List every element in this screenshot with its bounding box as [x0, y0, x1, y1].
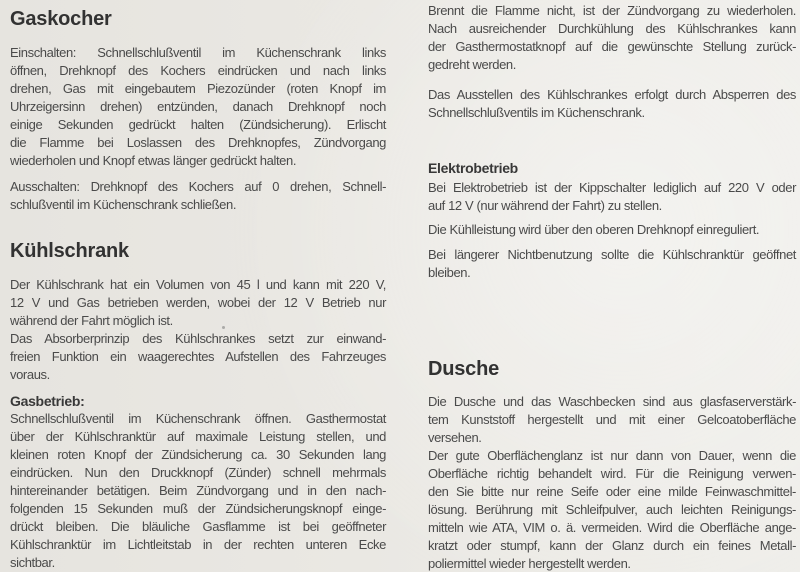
text-line: hintereinander betätigen. Beim Zündvorgang und in den nach- — [10, 483, 386, 498]
text-line: einige Sekunden gedrückt halten (Zündsicherung). Erlischt — [10, 117, 386, 132]
paragraph-ausstellen — [428, 86, 796, 122]
text-line: Kühlschranktür im Lichtleitstab in der rechten unteren Ecke — [10, 537, 386, 552]
text-line: den Sie bitte nur reine Seife oder eine milde Feinwaschmittel- — [428, 484, 796, 499]
paragraph-nichtbenutzung — [428, 246, 796, 282]
section-heading-gaskocher: Gaskocher — [10, 8, 112, 30]
text-line: gedreht werden. — [428, 57, 516, 72]
text-line: Die Kühlleistung wird über den oberen Drehknopf einreguliert. — [428, 222, 760, 237]
text-line: öffnen, Drehknopf des Kochers eindrücken und nach links — [10, 63, 386, 78]
text-line: der Gasthermostatknopf auf die gewünschte Stellung zurück- — [428, 39, 796, 54]
text-line: Ausschalten: Drehknopf des Kochers auf 0 drehen, Schnell- — [10, 179, 386, 194]
text-line: Der Kühlschrank hat ein Volumen von 45 l und kann mit 220 V, — [10, 277, 386, 292]
paragraph-einschalten — [10, 44, 386, 170]
text-line: Einschalten: Schnellschlußventil im Küchenschrank links — [10, 45, 386, 60]
text-line: freien Funktion ein waagerechtes Aufstellen des Fahrzeuges — [10, 349, 386, 364]
text-line: über der Kühlschranktür auf maximale Leistung stellen, und — [10, 429, 386, 444]
text-line: versehen. — [428, 430, 482, 445]
paragraph-dusche-pflege — [428, 447, 796, 572]
subheading-gasbetrieb: Gasbetrieb: — [10, 393, 85, 409]
text-line: Bei längerer Nichtbenutzung sollte die Kühlschranktür geöffnet — [428, 247, 796, 262]
text-line: Brennt die Flamme nicht, ist der Zündvorgang zu wiederholen. — [428, 3, 796, 18]
section-heading-dusche: Dusche — [428, 358, 500, 380]
text-line: lösung. Berührung mit Schleifpulver, auch leichten Reinigungs- — [428, 502, 796, 517]
text-line: Nach ausreichender Durchkühlung des Kühlschrankes kann — [428, 21, 796, 36]
subheading-elektrobetrieb: Elektrobetrieb — [428, 160, 518, 176]
text-line: auf 12 V (nur während der Fahrt) zu stellen. — [428, 198, 662, 213]
text-line: Schnellschlußventil im Küchenschrank öffnen. Gasthermostat — [10, 411, 386, 426]
text-line: Der gute Oberflächenglanz ist nur dann von Dauer, wenn die — [428, 448, 796, 463]
text-line: während der Fahrt möglich ist. — [10, 313, 173, 328]
text-line: Das Ausstellen des Kühlschrankes erfolgt durch Absperren des — [428, 87, 796, 102]
text-line: drehen, Gas mit eingebautem Piezozünder (roten Knopf im — [10, 81, 386, 96]
text-line: sichtbar. — [10, 555, 55, 570]
text-line: kleinen roten Knopf der Zündsicherung ca. 30 Sekunden lang — [10, 447, 386, 462]
text-line: Bei Elektrobetrieb ist der Kippschalter lediglich auf 220 V oder — [428, 180, 796, 195]
text-line: tem Kunststoff hergestellt und mit einer Gelcoatoberfläche — [428, 412, 796, 427]
paragraph-brennt-flamme — [428, 2, 796, 74]
text-line: mitteln wie ATA, VIM o. ä. vermeiden. Wird die Oberfläche ange- — [428, 520, 796, 535]
paragraph-volumen — [10, 276, 386, 330]
text-line: die Flamme bei Loslassen des Drehknopfes, Zündvorgang — [10, 135, 386, 150]
text-line: Das Absorberprinzip des Kühlschrankes setzt zur einwand- — [10, 331, 386, 346]
text-line: Oberfläche richtig behandelt wird. Für die Reinigung verwen- — [428, 466, 796, 481]
text-line: schlußventil im Küchenschrank schließen. — [10, 197, 237, 212]
paragraph-ausschalten — [10, 178, 386, 214]
text-line: drückt bleiben. Die bläuliche Gasflamme ist bei geöffneter — [10, 519, 386, 534]
paragraph-absorberprinzip — [10, 330, 386, 384]
paragraph-elektrobetrieb — [428, 179, 796, 215]
text-line: wiederholen und Knopf etwas länger gedrückt halten. — [10, 153, 297, 168]
text-line: 12 V und Gas betrieben werden, wobei der 12 V Betrieb nur — [10, 295, 386, 310]
text-line: bleiben. — [428, 265, 471, 280]
text-line: Die Dusche und das Waschbecken sind aus glasfaserverstärk- — [428, 394, 796, 409]
scan-speck — [222, 326, 225, 329]
paragraph-gasbetrieb — [10, 410, 386, 572]
text-line: Uhrzeigersinn drehen) entzünden, danach Drehknopf noch — [10, 99, 386, 114]
text-line: voraus. — [10, 367, 50, 382]
paragraph-kuehlleistung — [428, 221, 796, 239]
section-heading-kuehlschrank: Kühlschrank — [10, 240, 129, 262]
text-line: folgenden 15 Sekunden muß der Zündsicherungsknopf einge- — [10, 501, 386, 516]
paragraph-dusche-material — [428, 393, 796, 447]
text-line: kratzt oder stumpf, kann der Glanz durch ein feines Metall- — [428, 538, 796, 553]
left-column — [10, 0, 386, 572]
text-line: Schnellschlußventils im Küchenschrank. — [428, 105, 645, 120]
text-line: poliermittel wieder hergestellt werden. — [428, 556, 631, 571]
right-column — [428, 0, 796, 572]
text-line: eindrücken. Nun den Druckknopf (Zünder) schnell mehrmals — [10, 465, 386, 480]
